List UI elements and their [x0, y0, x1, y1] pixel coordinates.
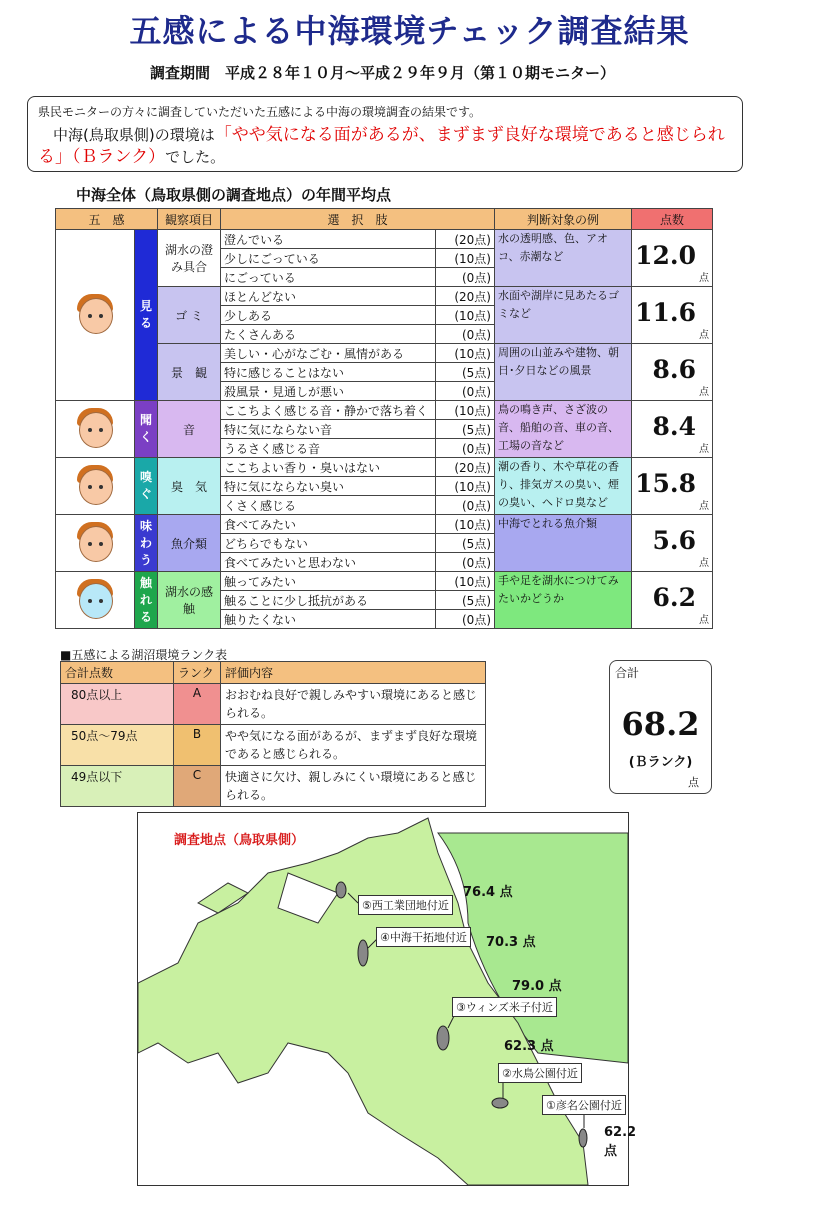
choice-points: (10点) [436, 477, 495, 496]
site-score: 62.2 点 [604, 1125, 637, 1159]
site-label: ③ウィンズ米子付近 [452, 997, 557, 1017]
site-score: 79.0 点 [512, 979, 562, 994]
score-table [55, 208, 713, 629]
item-score [632, 287, 713, 344]
col-header: ランク [174, 662, 221, 684]
judgement-example: 手や足を湖水につけてみたいかどうか [495, 572, 632, 629]
choice-points: (20点) [436, 287, 495, 306]
sense-label: 味 わ う [135, 515, 158, 572]
choice-points: (10点) [436, 306, 495, 325]
choice-text: 美しい・心がなごむ・風情がある [221, 344, 436, 363]
choice-points: (5点) [436, 591, 495, 610]
sense-label: 嗅 ぐ [135, 458, 158, 515]
sense-illustration [56, 458, 135, 515]
score-unit: 点 [699, 330, 709, 341]
sense-label: 見 る [135, 230, 158, 401]
choice-text: 触ることに少し抵抗がある [221, 591, 436, 610]
face-icon [72, 463, 118, 509]
choice-points: (10点) [436, 401, 495, 420]
observation-item: 湖水の感 触 [158, 572, 221, 629]
col-header: 選 択 肢 [221, 209, 495, 230]
sense-illustration [56, 230, 135, 401]
choice-text: ここちよい香り・臭いはない [221, 458, 436, 477]
choice-text: にごっている [221, 268, 436, 287]
sense-illustration [56, 401, 135, 458]
observation-item: 景 観 [158, 344, 221, 401]
observation-item: 湖水の澄み具合 [158, 230, 221, 287]
intro-result [38, 124, 732, 168]
intro-text: 中海(鳥取県側)の環境は [38, 126, 215, 144]
rank-letter: C [174, 766, 221, 807]
observation-item: 臭 気 [158, 458, 221, 515]
rank-letter: A [174, 684, 221, 725]
site-label: ④中海干拓地付近 [376, 927, 471, 947]
col-header: 評価内容 [221, 662, 486, 684]
map-title: 調査地点（鳥取県側） [174, 833, 305, 848]
score-value: 8.4 [652, 412, 696, 442]
choice-text: 澄んでいる [221, 230, 436, 249]
rank-desc: やや気になる面があるが、まずまず良好な環境であると感じられる。 [221, 725, 486, 766]
table-row [56, 401, 713, 420]
face-icon [72, 292, 118, 338]
choice-text: 少しある [221, 306, 436, 325]
rank-range: 80点以上 [61, 684, 174, 725]
score-value: 15.8 [635, 469, 696, 499]
judgement-example: 中海でとれる魚介類 [495, 515, 632, 572]
score-unit: 点 [699, 273, 709, 284]
choice-text: 少しにごっている [221, 249, 436, 268]
total-unit: 点 [688, 776, 699, 789]
total-rank: (Ｂランク) [628, 755, 693, 770]
table-header-row [61, 662, 486, 684]
score-value: 5.6 [652, 526, 696, 556]
choice-points: (0点) [436, 496, 495, 515]
score-value: 6.2 [652, 583, 696, 613]
choice-text: 特に気にならない臭い [221, 477, 436, 496]
col-header: 観察項目 [158, 209, 221, 230]
rank-desc: 快適さに欠け、親しみにくい環境にあると感じられる。 [221, 766, 486, 807]
choice-text: 殺風景・見通しが悪い [221, 382, 436, 401]
choice-text: ここちよく感じる音・静かで落ち着く [221, 401, 436, 420]
choice-text: たくさんある [221, 325, 436, 344]
choice-text: どちらでもない [221, 534, 436, 553]
choice-points: (10点) [436, 249, 495, 268]
choice-text: 触ってみたい [221, 572, 436, 591]
face-icon [72, 577, 118, 623]
intro-box [27, 96, 743, 172]
choice-points: (0点) [436, 553, 495, 572]
intro-line: 県民モニターの方々に調査していただいた五感による中海の環境調査の結果です。 [38, 105, 482, 119]
table-row [56, 230, 713, 249]
choice-text: 食べてみたいと思わない [221, 553, 436, 572]
judgement-example: 水面や湖岸に見あたるゴミなど [495, 287, 632, 344]
item-score [632, 401, 713, 458]
page-title: 五感による中海環境チェック調査結果 [129, 12, 690, 50]
choice-points: (10点) [436, 572, 495, 591]
intro-text-end: でした。 [165, 148, 226, 166]
judgement-example: 水の透明感、色、アオコ、赤潮など [495, 230, 632, 287]
face-icon [72, 520, 118, 566]
col-header: 点数 [632, 209, 713, 230]
rank-table-label: ■五感による湖沼環境ランク表 [60, 648, 228, 662]
rank-range: 49点以下 [61, 766, 174, 807]
score-unit: 点 [699, 387, 709, 398]
table-row [56, 458, 713, 477]
face-icon [72, 406, 118, 452]
survey-map [137, 812, 637, 1186]
table-row [61, 766, 486, 807]
score-unit: 点 [699, 444, 709, 455]
item-score [632, 572, 713, 629]
table-row [56, 572, 713, 591]
sense-label: 触 れ る [135, 572, 158, 629]
choice-points: (20点) [436, 230, 495, 249]
rank-desc: おおむね良好で親しみやすい環境にあると感じられる。 [221, 684, 486, 725]
col-header: 判断対象の例 [495, 209, 632, 230]
score-value: 12.0 [635, 241, 696, 271]
site-score: 62.3 点 [504, 1039, 554, 1054]
choice-text: 触りたくない [221, 610, 436, 629]
site-label: ②水鳥公園付近 [498, 1063, 582, 1083]
item-score [632, 230, 713, 287]
choice-points: (0点) [436, 325, 495, 344]
item-score [632, 344, 713, 401]
choice-points: (0点) [436, 610, 495, 629]
site-label: ⑤西工業団地付近 [358, 895, 453, 915]
choice-text: 特に感じることはない [221, 363, 436, 382]
rank-table [60, 661, 486, 807]
table-row [56, 515, 713, 534]
table-header-row [56, 209, 713, 230]
sense-illustration [56, 515, 135, 572]
choice-points: (5点) [436, 363, 495, 382]
col-header: 合計点数 [61, 662, 174, 684]
choice-text: ほとんどない [221, 287, 436, 306]
choice-text: うるさく感じる音 [221, 439, 436, 458]
sense-illustration [56, 572, 135, 629]
choice-points: (20点) [436, 458, 495, 477]
score-value: 11.6 [635, 298, 696, 328]
rank-letter: B [174, 725, 221, 766]
choice-points: (5点) [436, 420, 495, 439]
choice-points: (0点) [436, 382, 495, 401]
site-score: 76.4 点 [463, 885, 513, 900]
choice-points: (10点) [436, 344, 495, 363]
choice-points: (5点) [436, 534, 495, 553]
section-title: 中海全体（鳥取県側の調査地点）の年間平均点 [76, 186, 392, 204]
score-unit: 点 [699, 501, 709, 512]
choice-text: 特に気にならない音 [221, 420, 436, 439]
col-header: 五 感 [56, 209, 158, 230]
score-value: 8.6 [652, 355, 696, 385]
site-score: 70.3 点 [486, 935, 536, 950]
total-score-box [609, 660, 712, 794]
total-value: 68.2 [621, 705, 700, 743]
table-row [61, 725, 486, 766]
judgement-example: 潮の香り、木や草花の香り、排気ガスの臭い、煙の臭い、ヘドロ臭など [495, 458, 632, 515]
judgement-example: 鳥の鳴き声、さざ波の音、船舶の音、車の音、工場の音など [495, 401, 632, 458]
judgement-example: 周囲の山並みや建物、朝日･夕日などの風景 [495, 344, 632, 401]
observation-item: ゴ ミ [158, 287, 221, 344]
item-score [632, 458, 713, 515]
item-score [632, 515, 713, 572]
sense-label: 聞 く [135, 401, 158, 458]
choice-points: (10点) [436, 515, 495, 534]
table-row [61, 684, 486, 725]
choice-points: (0点) [436, 268, 495, 287]
score-unit: 点 [699, 615, 709, 626]
site-label: ①彦名公園付近 [542, 1095, 626, 1115]
observation-item: 音 [158, 401, 221, 458]
choice-text: 食べてみたい [221, 515, 436, 534]
observation-item: 魚介類 [158, 515, 221, 572]
intro-highlight: 「やや気になる面があるが、まずまず良好な環境であると感じられる」（Ｂランク） [38, 125, 725, 167]
rank-range: 50点～79点 [61, 725, 174, 766]
choice-points: (0点) [436, 439, 495, 458]
score-unit: 点 [699, 558, 709, 569]
survey-period: 調査期間 平成２８年１０月～平成２９年９月（第１０期モニター） [150, 64, 616, 82]
choice-text: くさく感じる [221, 496, 436, 515]
total-label: 合計 [615, 666, 640, 680]
